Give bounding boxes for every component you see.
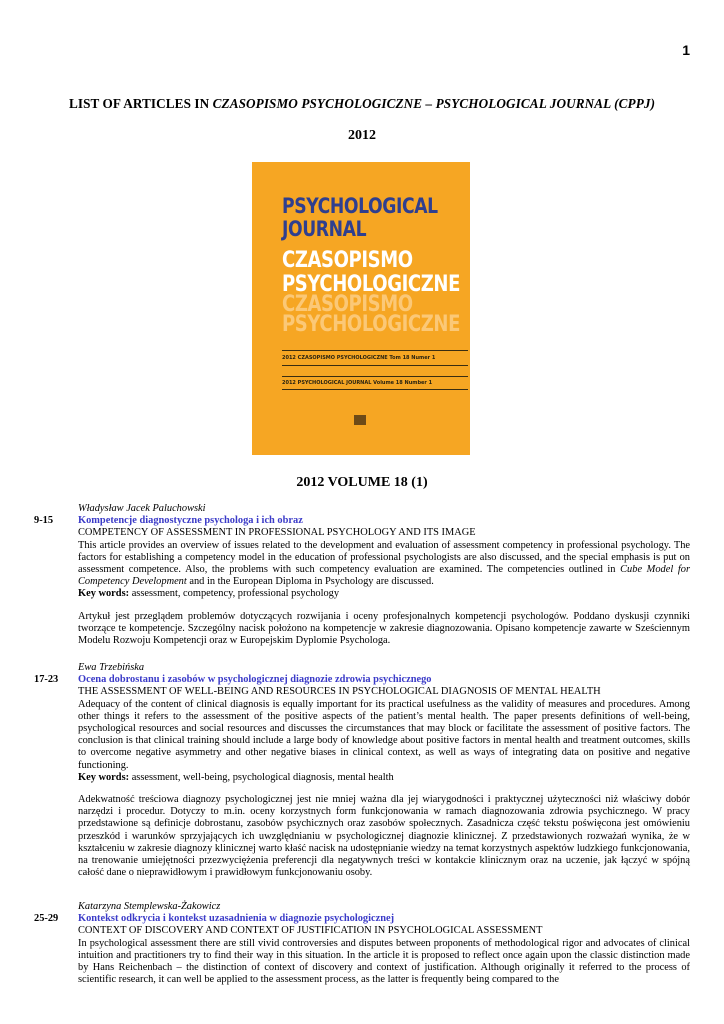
article-entry (34, 503, 690, 647)
cover-title-pl-shadow-1: CZASOPISMO (282, 292, 413, 317)
article-title-pl[interactable]: Kompetencje diagnostyczne psychologa i ich obraz (78, 515, 303, 527)
document-title-journal: CZASOPISMO PSYCHOLOGICZNE – PSYCHOLOGICAL JOURNAL (CPPJ) (212, 96, 656, 111)
cover-title-pl-2: PSYCHOLOGICZNE (282, 272, 461, 297)
article-author: Katarzyna Stemplewska-Żakowicz (78, 901, 221, 912)
article-title-en: THE ASSESSMENT OF WELL-BEING AND RESOURCES IN PSYCHOLOGICAL DIAGNOSIS OF MENTAL HEALTH (78, 686, 601, 698)
abstract-pl: Artykuł jest przeglądem problemów dotyczących rozwijania i oceny profesjonalnych kompetencji psychologów. Poddano dyskusji czynniki tworzące te kompetencje. Szczególny nacisk położono na kompetencje w zakresie diagnozowania. Opisano kompetencje zawarte w Sześciennym Modelu Rozwoju Kompetencji oraz w Europejskim Dyplomie Psychologa. (78, 610, 690, 647)
article-title-pl[interactable]: Ocena dobrostanu i zasobów w psychologicznej diagnozie zdrowia psychicznego (78, 674, 432, 686)
article-entry (34, 901, 690, 986)
keywords: Key words: assessment, competency, professional psychology (78, 588, 340, 600)
keywords: Key words: assessment, well-being, psychological diagnosis, mental health (78, 771, 394, 783)
cover-title-pl-shadow-2: PSYCHOLOGICZNE (282, 312, 461, 337)
article-entry (34, 662, 690, 879)
cover-rule (282, 365, 468, 366)
article-author: Ewa Trzebińska (78, 662, 145, 673)
publisher-logo-icon (354, 415, 366, 425)
article-author: Władysław Jacek Paluchowski (78, 503, 206, 514)
abstract-en: Adequacy of the content of clinical diagnosis is equally important for its practical usefulness as the validity of measures and procedures. Among other things it refers to the assessment of the positive aspects of the patient’s mental health. The paper presents definitions of well-being, psychological resources and social resources and discusses the circumstances that may block or facilitate the assessment of positive factors. The conclusion is that clinical training should include a large body of knowledge about positive factors in mental health and treatment outcomes, skills to overcome negative asymmetry and other negative biases in clinical context, as well as ways of integrating data on positive and negative functioning. (78, 698, 690, 771)
article-pages: 9-15 (34, 515, 54, 526)
cover-strip-pl: 2012 CZASOPISMO PSYCHOLOGICZNE Tom 18 Numer 1 (282, 355, 436, 361)
cover-title-en-1: PSYCHOLOGICAL (282, 194, 438, 218)
abstract-pl: Adekwatność treściowa diagnozy psychologicznej jest nie mniej ważna dla jej wiarygodności i praktycznej użyteczności niż właściwy dobór narzędzi i procedur. Dotyczy to m.in. oceny korzystnych form funkcjonowania w ramach diagnozowania zdrowia psychicznego. W pracy przedstawione są definicje dobrostanu, zasobów psychicznych oraz zasobów społecznych. Zasadnicza część tekstu poświęcona jest omówieniu przeszkód i warunków sprzyjających ich uwzględnianiu w psychologicznej diagnozie klinicznej. Z przedstawionych rozważań wynika, że w kształceniu w zakresie diagnozy klinicznej warto kłaść nacisk na udostępnianie wiedzy na temat korzystnych aspektów ludzkiego funkcjonowania, na trenowanie umiejętności przezwyciężenia preferencji dla negatywnych treści w kontakcie klinicznym oraz na uczenie, jak łączyć w spójną całość dane o nieprawidłowym i prawidłowym funkcjonowaniu osoby. (78, 794, 690, 879)
volume-heading: 2012 VOLUME 18 (1) (296, 475, 428, 490)
cover-title-pl-1: CZASOPISMO (282, 248, 413, 273)
cover-title-en-2: JOURNAL (282, 217, 367, 241)
document-title-prefix: LIST OF ARTICLES IN (68, 96, 213, 111)
journal-cover-image (252, 162, 470, 455)
article-title-en: COMPETENCY OF ASSESSMENT IN PROFESSIONAL PSYCHOLOGY AND ITS IMAGE (78, 527, 476, 539)
year-heading: 2012 (348, 128, 376, 143)
cover-rule (282, 389, 468, 390)
page-number: 1 (682, 42, 690, 58)
cover-rule (282, 376, 468, 377)
article-title-en: CONTEXT OF DISCOVERY AND CONTEXT OF JUSTIFICATION IN PSYCHOLOGICAL ASSESSMENT (78, 925, 543, 937)
article-title-pl[interactable]: Kontekst odkrycia i kontekst uzasadnienia w diagnozie psychologicznej (78, 913, 395, 925)
cover-rule (282, 350, 468, 351)
article-pages: 25-29 (34, 913, 59, 924)
article-pages: 17-23 (34, 674, 59, 685)
abstract-en: In psychological assessment there are still vivid controversies and disputes between proponents of methodological rigor and advocates of clinical intuition and practitioners try to find their way in this situation. In the article it is proposed to reflect once again upon the classic distinction made by Hans Reichenbach – the distinction of context of discovery and context of justification. Although originally it referred to the process of scientific research, it can well be applied to the assessment process, as the latter is frequently being compared to the (78, 937, 690, 986)
cover-strip-en: 2012 PSYCHOLOGICAL JOURNAL Volume 18 Number 1 (282, 380, 433, 386)
abstract-en: This article provides an overview of issues related to the development and evaluation of assessment competency in professional psychology. The factors for establishing a competency model in the education of professional psychologists are also discussed, and the special emphasis is put on assessment competence. Also, the problems with such competency evaluation are examined. The competencies outlined in Cube Model for Competency Development and in the European Diploma in Psychology are discussed. (78, 539, 690, 588)
document-title (0, 96, 724, 112)
